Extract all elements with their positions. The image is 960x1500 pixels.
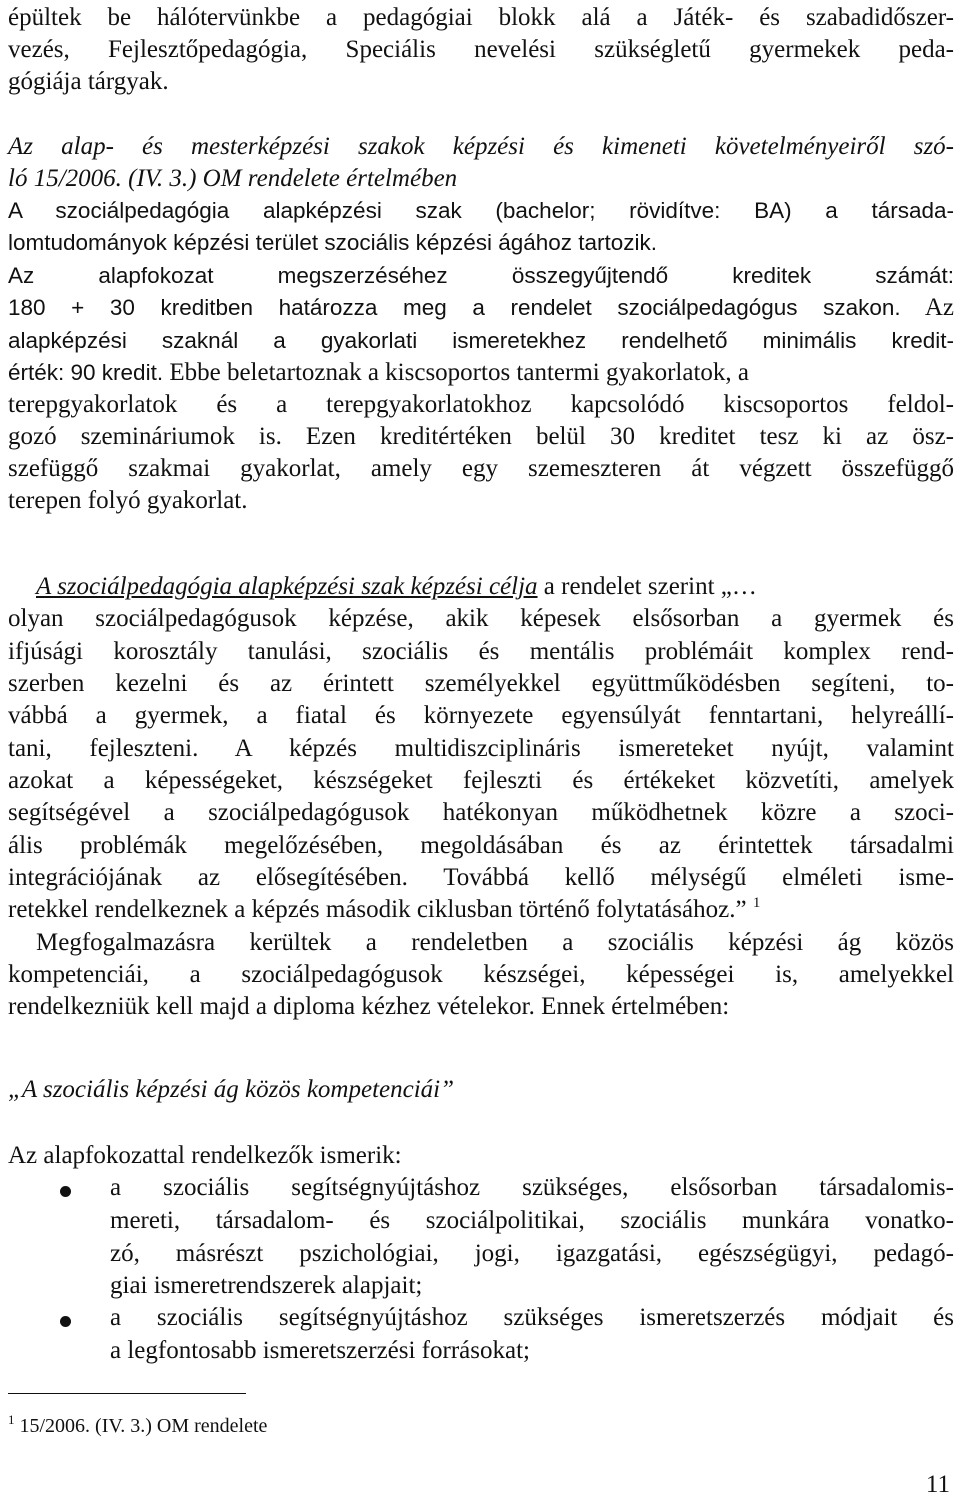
emphasis-underlined: A szociálpedagógia alapképzési szak képzési célja	[36, 573, 538, 600]
text-line: azokat a képességeket, készségeket fejleszti és értékeket közvetíti, amelyek	[8, 767, 954, 794]
text-span: 180 + 30 kreditben határozza meg a rendelet szociálpedagógus szakon.	[8, 295, 901, 320]
footnote	[8, 1413, 267, 1439]
footnote-separator	[8, 1393, 246, 1394]
section-heading-italic: ló 15/2006. (IV. 3.) OM rendelete értelmében	[8, 165, 458, 192]
text-line: vábbá a gyermek, a fiatal és környezete egyensúlyát fenntartani, helyreállí-	[8, 702, 954, 729]
text-line: lomtudományok képzési terület szociális képzési ágához tartozik.	[8, 230, 658, 255]
text-span: retekkel rendelkeznek a képzés második ciklusban történő folytatásához.”	[8, 896, 747, 923]
text-line: épültek be hálótervünkbe a pedagógiai blokk alá a Játék- és szabadidőszer-	[8, 4, 954, 31]
list-item-line: mereti, társadalom- és szociálpolitikai, szociális munkára vonatko-	[110, 1207, 954, 1234]
text-line: ifjúsági korosztály tanulási, szociális és mentális problémáit komplex rend-	[8, 638, 954, 665]
text-line: Az alapfokozattal rendelkezők ismerik:	[8, 1142, 402, 1169]
text-line: A szociálpedagógia alapképzési szak (bachelor; rövidítve: BA) a társada-	[8, 198, 954, 223]
footnote-mark: 1	[8, 1412, 15, 1427]
text-line: segítségével a szociálpedagógusok hatékonyan működhetnek közre a szoci-	[8, 799, 954, 826]
section-heading-italic: Az alap- és mesterképzési szakok képzési és kimeneti követelményeiről szó-	[8, 133, 954, 160]
text-line	[8, 292, 954, 324]
text-line: alapképzési szaknál a gyakorlati ismeretekhez rendelhető minimális kredit-	[8, 328, 954, 353]
list-item-line: zó, másrészt pszichológiai, jogi, igazgatási, egészségügyi, pedagó-	[110, 1240, 954, 1267]
text-line: integrációjának az elősegítésében. Továbbá kellő mélységű elméleti isme-	[8, 864, 954, 891]
text-line: olyan szociálpedagógusok képzése, akik képesek elsősorban a gyermek és	[8, 605, 954, 632]
list-item-line: a legfontosabb ismeretszerzési forrásokat;	[110, 1337, 530, 1364]
bullet-dot-icon	[60, 1186, 71, 1197]
text-line: kompetenciái, a szociálpedagógusok készségei, képességei is, amelyekkel	[8, 961, 954, 988]
footnote-reference: 1	[752, 895, 761, 911]
list-item-line: giai ismeretrendszerek alapjait;	[110, 1272, 423, 1299]
footnote-text: 15/2006. (IV. 3.) OM rendelete	[19, 1415, 268, 1437]
text-line	[8, 357, 954, 389]
list-item-line: a szociális segítségnyújtáshoz szükséges ismeretszerzés módjait és	[110, 1304, 954, 1331]
text-line: tani, fejleszteni. A képzés multidiszciplináris ismereteket nyújt, valamint	[8, 735, 954, 762]
page-number: 11	[925, 1471, 950, 1498]
text-line: terepen folyó gyakorlat.	[8, 487, 248, 514]
text-span: Ebbe beletartoznak a kiscsoportos tantermi gyakorlatok, a	[169, 359, 749, 386]
text-line: ális problémák megelőzésében, megoldásában és az érintettek társadalmi	[8, 832, 954, 859]
text-line: szerben kezelni és az érintett személyekkel együttműködésben segíteni, to-	[8, 670, 954, 697]
text-span: Az	[924, 294, 955, 321]
subheading-italic: „A szociális képzési ág közös kompetenciái”	[8, 1076, 455, 1103]
text-line: gozó szemináriumok is. Ezen kreditértéken belül 30 kreditet tesz ki az ösz-	[8, 423, 954, 450]
text-line: rendelkezniük kell majd a diploma kézhez vételekor. Ennek értelmében:	[8, 993, 730, 1020]
text-span: a rendelet szerint „…	[543, 573, 757, 600]
text-span: érték: 90 kredit.	[8, 360, 164, 385]
text-line: vezés, Fejlesztőpedagógia, Speciális nevelési szükségletű gyermekek peda-	[8, 36, 954, 63]
text-line: Megfogalmazásra kerültek a rendeletben a szociális képzési ág közös	[36, 929, 954, 956]
text-line: gógiája tárgyak.	[8, 68, 169, 95]
text-line: szefüggő szakmai gyakorlat, amely egy szemeszteren át végzett összefüggő	[8, 455, 954, 482]
bullet-dot-icon	[60, 1316, 71, 1327]
text-line	[36, 571, 954, 603]
text-line: terepgyakorlatok és a terepgyakorlatokhoz kapcsolódó kiscsoportos feldol-	[8, 391, 954, 418]
list-item-line: a szociális segítségnyújtáshoz szükséges, elsősorban társadalomis-	[110, 1174, 954, 1201]
text-line: Az alapfokozat megszerzéséhez összegyűjtendő kreditek számát:	[8, 263, 954, 288]
text-line	[8, 894, 954, 926]
